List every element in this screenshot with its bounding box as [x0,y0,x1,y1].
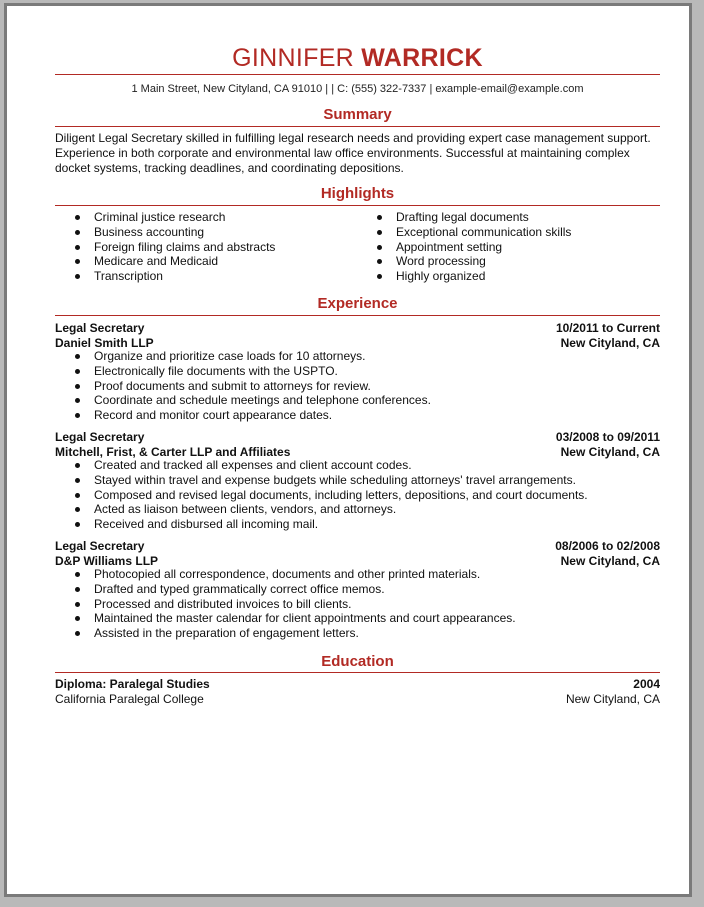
list-item: Criminal justice research [55,210,355,225]
list-item: Transcription [55,269,355,284]
job-title-row [55,430,660,445]
job-duties-list [55,349,660,423]
experience-heading: Experience [317,295,398,312]
list-item: Word processing [357,254,657,269]
education-school: California Paralegal College [55,692,204,706]
list-item: Processed and distributed invoices to bill clients. [55,597,660,612]
summary-text [55,131,660,176]
highlights-right-list [357,210,657,284]
list-item: Acted as liaison between clients, vendors, and attorneys. [55,502,660,517]
list-item: Stayed within travel and expense budgets while scheduling attorneys' travel arrangements. [55,473,660,488]
list-item: Highly organized [357,269,657,284]
summary-line: docket systems, tracking deadlines, and coordinating depositions. [55,161,404,175]
list-item: Electronically file documents with the USPTO. [55,364,660,379]
contact-line: 1 Main Street, New Cityland, CA 91010 | | C: (555) 322-7337 | example-email@example.com [131,83,584,95]
list-item: Coordinate and schedule meetings and telephone conferences. [55,393,660,408]
list-item: Drafted and typed grammatically correct office memos. [55,582,660,597]
education-degree [55,677,210,692]
header-divider [55,74,660,75]
job-dates: 10/2011 to Current [555,321,660,335]
job-duties-list [55,458,660,532]
list-item: Drafting legal documents [357,210,657,225]
list-item: Appointment setting [357,240,657,255]
job-role: Legal Secretary [55,430,145,444]
job-location: New Cityland, CA [560,554,660,568]
experience-divider [55,315,660,316]
job-dates: 08/2006 to 02/2008 [555,539,660,553]
resume-page-frame [4,3,692,897]
list-item: Business accounting [55,225,355,240]
highlights-left-list [55,210,355,284]
job-title-row [55,321,660,336]
job-location: New Cityland, CA [560,445,660,459]
list-item: Composed and revised legal documents, including letters, depositions, and court documents. [55,488,660,503]
education-divider [55,672,660,673]
job-company: D&P Williams LLP [55,554,159,568]
degree-field: : Paralegal Studies [102,677,210,691]
list-item: Record and monitor court appearance dates. [55,408,660,423]
list-item: Maintained the master calendar for client appointments and court appearances. [55,611,660,626]
list-item: Received and disbursed all incoming mail. [55,517,660,532]
highlights-divider [55,205,660,206]
job-location: New Cityland, CA [560,336,660,350]
highlights-heading: Highlights [320,185,395,202]
list-item: Exceptional communication skills [357,225,657,240]
list-item: Created and tracked all expenses and client account codes. [55,458,660,473]
list-item: Photocopied all correspondence, documents and other printed materials. [55,567,660,582]
list-item: Medicare and Medicaid [55,254,355,269]
job-title-row [55,539,660,554]
last-name: WARRICK [361,44,483,72]
candidate-name [55,44,660,73]
summary-line: Diligent Legal Secretary skilled in fulfilling legal research needs and providing expert case management support. [55,131,651,145]
education-degree-row [55,677,660,692]
job-role: Legal Secretary [55,321,145,335]
summary-heading: Summary [323,106,392,123]
education-school-row [55,692,660,707]
summary-divider [55,126,660,127]
job-dates: 03/2008 to 09/2011 [555,430,660,444]
degree-label: Diploma [55,677,103,691]
job-role: Legal Secretary [55,539,145,553]
list-item: Foreign filing claims and abstracts [55,240,355,255]
job-company: Daniel Smith LLP [55,336,154,350]
list-item: Organize and prioritize case loads for 10 attorneys. [55,349,660,364]
first-name: GINNIFER [232,44,355,72]
list-item: Assisted in the preparation of engagement letters. [55,626,660,641]
list-item: Proof documents and submit to attorneys for review. [55,379,660,394]
summary-line: Experience in both corporate and environmental law office environments. Successful at maintaining complex [55,146,630,160]
education-location: New Cityland, CA [565,692,660,706]
job-duties-list [55,567,660,641]
job-company: Mitchell, Frist, & Carter LLP and Affiliates [55,445,291,459]
education-year: 2004 [633,677,660,691]
education-heading: Education [321,653,394,670]
